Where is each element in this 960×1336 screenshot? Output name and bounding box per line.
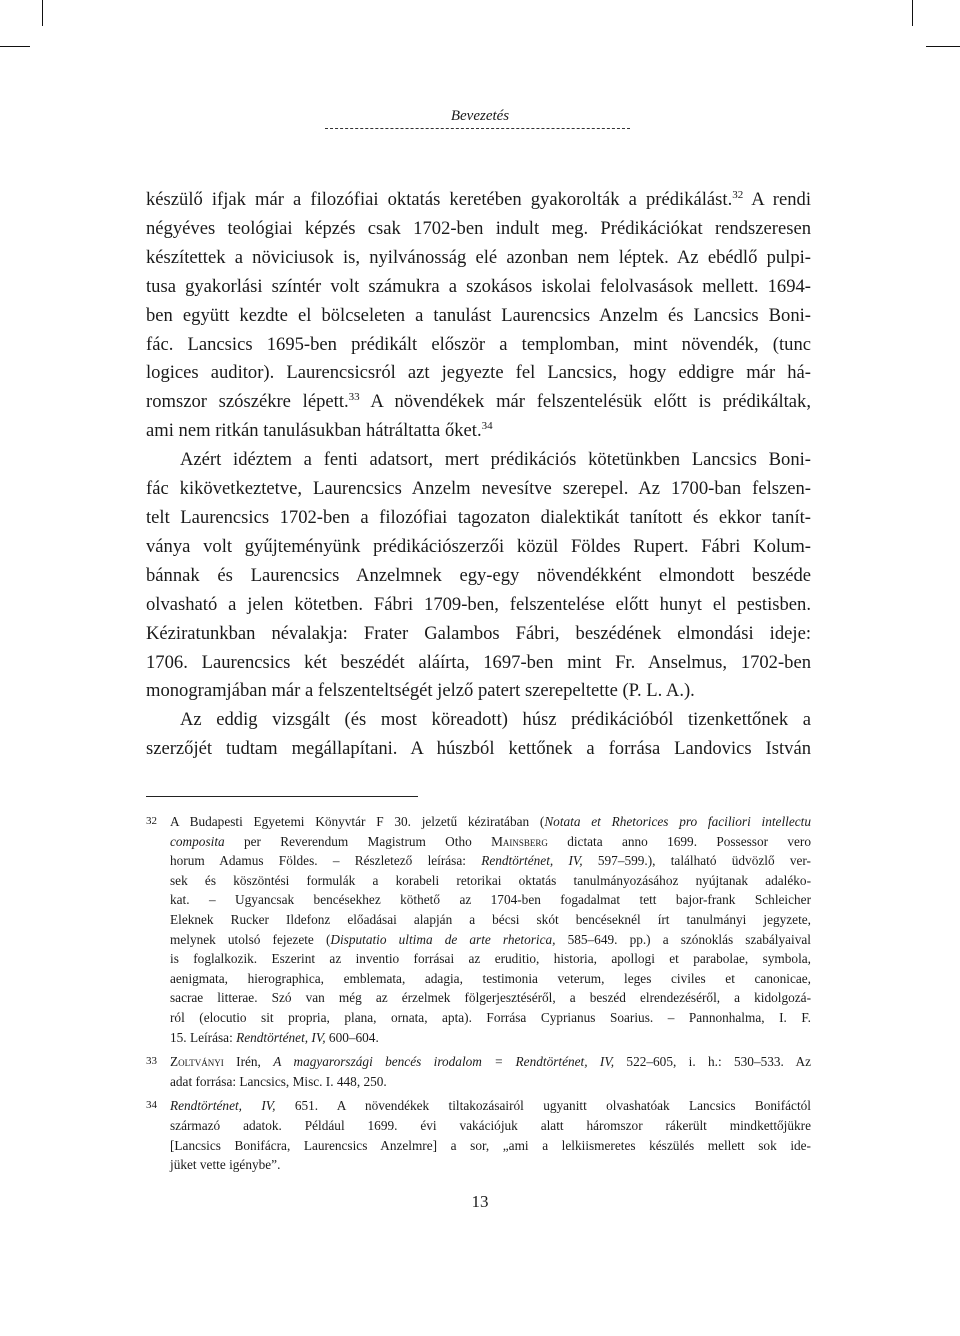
text-line: ben együtt kezdte el bölcseleten a tanulást Laurencsics Anzelm és Lancsics Boni- [146,304,811,326]
footnote-separator [146,796,418,797]
footnote-line: melynek utolsó fejezete (Disputatio ultima de arte rhetorica, 585–649. pp.) a szónoklás szabályaival [170,931,811,947]
text-line: 1706. Laurencsics két beszédét aláírta, 1697-ben mint Fr. Anselmus, 1702-ben [146,651,811,673]
text-line: logices auditor). Laurencsicsról azt jegyezte fel Lancsics, hogy eddigre már há- [146,362,811,384]
footnote-line: 15. Leírása: Rendtörténet, IV, 600–604. [170,1029,379,1045]
crop-mark-top-right-vertical [912,0,913,26]
footnote-line: composita per Reverendum Magistrum Otho Mainsberg dictata anno 1699. Possessor vero [170,833,811,849]
footnote-line: Rendtörténet, IV, 651. A növendékek tiltakozásairól ugyanitt olvashatóak Lancsics Bonifáctól [170,1098,811,1114]
text-line: Kéziratunkban névalakja: Frater Galambos Fábri, beszédének elmondási ideje: [146,622,811,644]
text-line: telt Laurencsics 1702-ben a filozófiai tagozaton dialektikát tanított és ekkor tanít- [146,506,811,528]
body-text [146,186,811,764]
footnote-line: ról (elocutio sit propria, plana, ornata, apta). Forrása Cyprianus Soarius. – Pannonhalma, I. F. [170,1009,811,1025]
text-line: fác. Lancsics 1695-ben prédikált először a templomban, mint növendék, (tunc [146,333,811,355]
footnote-line: kat. – Ugyancsak bencésekhez köthető az 1704-ben fogadalmat tett bajor-frank Schleicher [170,892,811,908]
footnote-line: sek és köszöntési formulák a korabeli retorikai oktatás tanulmányozásához nyújtanak adalékо- [170,872,811,888]
footnote-ref-33[interactable]: 33 [348,391,360,404]
footnote-number: 33 [146,1055,157,1068]
paragraph-2 [146,446,811,706]
running-head: Bevezetés [450,108,510,124]
text-line: készítettek a növiciusok is, nyilvánosság elé azonban nem léptek. Az ebédlő pulpi- [146,246,811,268]
text-line: ami nem ritkán tanulásukban hátráltatta őket.$^{34}$ [146,420,493,442]
footnote-34 [146,1096,811,1174]
footnote-ref-32[interactable]: 32 [732,189,744,201]
footnote-line: származó adatok. Például 1699. évi vakációjuk alatt háromszor rákerült mindkettőjükre [170,1117,811,1133]
text-line: ványa volt gyűjteményünk prédikációszerzői közül Földes Rupert. Fábri Kolum- [146,535,811,557]
footnote-32 [146,812,811,1047]
running-head-rule [325,128,630,129]
footnote-number: 32 [146,815,157,827]
page-number: 13 [471,1192,489,1211]
text-line: monogramjában már a felszenteltségét jelző patert szerepeltette (P. L. A.). [146,680,695,702]
text-line: készülő ifjak már a filozófiai oktatás keretében gyakorolták a prédikálást.$^{32}$ A rendi [146,189,811,210]
crop-mark-top-right-horizontal [926,46,960,47]
footnote-line: adat forrása: Lancsics, Misc. I. 448, 250. [170,1073,387,1089]
text-line: tusa gyakorlási színtér volt számukra a szokásos iskolai felolvasások mellett. 1694- [146,275,811,297]
crop-mark-top-left-horizontal [0,46,30,47]
footnote-line: aenigmata, hierographica, emblemata, adagia, testimonia veterum, leges civiles et canonicae, [170,970,811,986]
footnote-line: sacrae litterae. Szó van még az érzelmek fölgerjesztéséről, a beszéd elrendezéséről, a kidolgozá- [170,990,811,1006]
text-line: fác kikövetkeztetve, Laurencsics Anzelm nevesítve szerepel. Az 1700-ban felszen- [146,478,811,500]
footnote-line: horum Adamus Földes. – Részletező leírása: Rendtörténet, IV, 597–599.), található üdvözlő ver- [170,853,811,869]
footnote-line: Zoltványi Irén, A magyarországi bencés irodalom = Rendtörténet, IV, 522–605, i. h.: 530–533. Az [170,1054,811,1070]
text-line: Azért idéztem a fenti adatsort, mert prédikációs kötetünkben Lancsics Boni- [180,449,811,471]
paragraph-3 [146,706,811,764]
footnote-line: [Lancsics Bonifácra, Laurencsics Anzelmre] a sor, „ami a lelkiismeretes készülés mellett sok ide- [170,1137,811,1153]
text-line: romszor szószékre lépett.$^{33}$ A növendékek már felszentelésük előtt is prédikáltak, [146,391,811,413]
footnote-33 [146,1052,811,1091]
text-line: szerzőjét tudtam megállapítani. A húszból kettőnek a forrása Landovics István [146,738,811,760]
footnote-line: A Budapesti Egyetemi Könyvtár F 30. jelzetű kéziratában (Notata et Rhetorices pro faciliori intellectu [170,814,811,829]
text-line: Az eddig vizsgált (és most köreadott) húsz prédikációból tizenkettőnek a [180,709,811,731]
text-line: olvasható a jelen kötetben. Fábri 1709-ben, felszentelése előtt hunyt el pestisben. [146,593,811,615]
footnotes [146,812,811,1180]
footnote-line: Eleknek Rucker Ildefonz előadásai alapján a bécsi skót bencéseknél írt tanulmányi jegyzete, [170,911,811,927]
footnote-line: is foglalkozik. Eszerint az inventio forrásai az eruditio, historia, apollogi et parabolae, symbola, [170,951,811,967]
footnote-ref-34[interactable]: 34 [481,420,493,433]
footnote-line: jüket vette igénybe”. [170,1157,281,1173]
text-line: négyéves teológiai képzés csak 1702-ben indult meg. Prédikációkat rendszeresen [146,217,811,239]
text-line: bánnak és Laurencsics Anzelmnek egy-egy növendékként elmondott beszéde [146,564,811,586]
crop-mark-top-left-vertical [42,0,43,26]
paragraph-1 [146,186,811,446]
footnote-number: 34 [146,1099,157,1112]
